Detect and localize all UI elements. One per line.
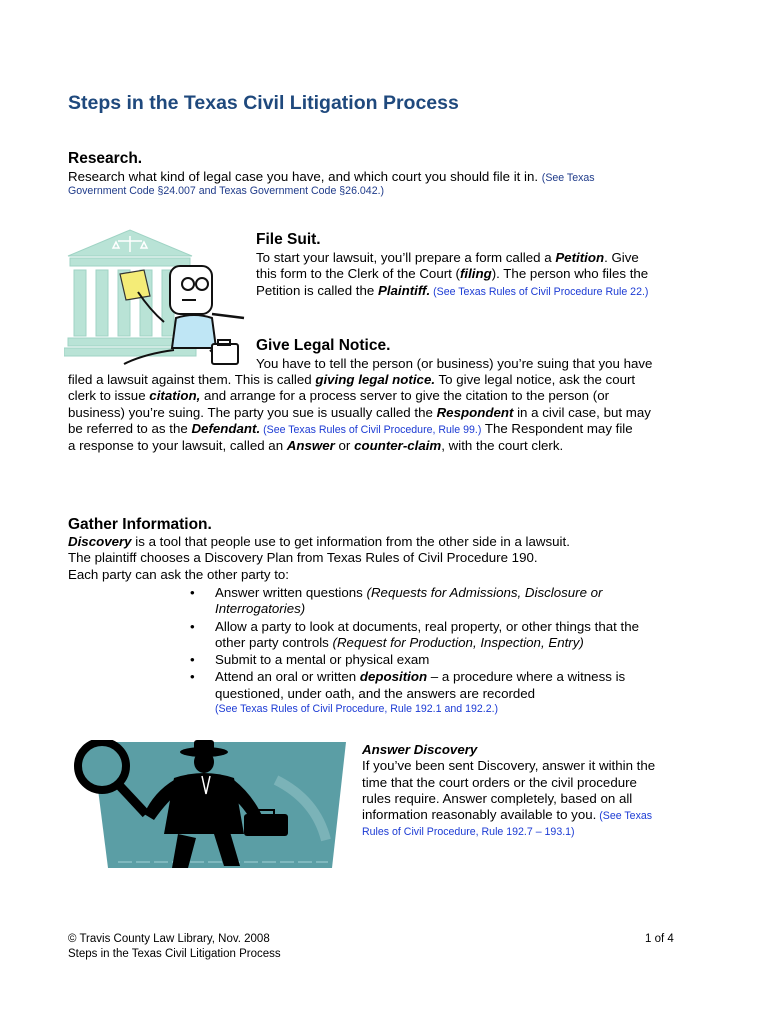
bullet-1-b: (Requests for Admissions, Disclosure or: [366, 585, 603, 600]
notice-l3-a: clerk to issue: [68, 388, 150, 404]
bullet-2-a: • Allow a party to look at documents, real property, or other things that the: [215, 618, 640, 634]
notice-l4-a: business) you’re suing. The party you sue is usually called the: [68, 404, 437, 420]
file-suit-cite: (See Texas Rules of Civil Procedure Rule 22.): [430, 285, 649, 298]
bullet-4-d: questioned, under oath, and the answers are recorded: [215, 685, 536, 701]
page-number: 1 of 4: [645, 933, 674, 945]
courthouse-runner-clipart: [64, 226, 248, 376]
notice-l5-a: be referred to as the: [68, 420, 192, 436]
answer-cite-b: Rules of Civil Procedure, Rule 192.7 – 193.1): [362, 826, 575, 839]
answer-line-2: time that the court orders or the civil procedure: [362, 774, 637, 790]
gather-l1-b: is a tool that people use to get information from the other side in a lawsuit.: [131, 534, 570, 549]
bullet-2-b: other party controls: [215, 634, 333, 650]
research-cite-b: Government Code §24.007 and Texas Government Code §26.042.): [68, 185, 385, 197]
notice-line-6: [68, 438, 651, 454]
file-suit-body: [256, 250, 648, 300]
bullet-1-c: Interrogatories): [215, 601, 306, 617]
page-title: Steps in the Texas Civil Litigation Process: [68, 92, 459, 114]
citation-term: citation,: [149, 388, 201, 404]
notice-l4-c: in a civil case, but may: [513, 404, 651, 420]
notice-line-5: [68, 421, 651, 438]
legal-notice-term: giving legal notice.: [315, 372, 436, 387]
notice-line-4: [68, 405, 651, 421]
research-cite-a: (See Texas: [541, 172, 595, 184]
file-suit-line-3: [256, 283, 648, 300]
bullet-4-a: Attend an oral or written: [215, 669, 360, 685]
counter-claim-term: counter-claim: [354, 438, 442, 454]
notice-body: [68, 372, 651, 454]
answer-block: [362, 742, 655, 841]
list-item: [190, 652, 670, 668]
notice-l6-a: a response to your lawsuit, called an: [68, 438, 287, 454]
answer-heading: Answer Discovery: [362, 742, 478, 757]
notice-l5-c: The Respondent may file: [481, 420, 633, 436]
footer-doc-title: Steps in the Texas Civil Litigation Process: [68, 948, 281, 960]
detective-magnifier-clipart: [66, 740, 352, 872]
gather-line-2: The plaintiff chooses a Discovery Plan from Texas Rules of Civil Procedure 190.: [68, 550, 538, 566]
notice-l3-c: and arrange for a process server to give the citation to the person (or: [200, 388, 610, 404]
file-suit-l2-a: this form to the Clerk of the Court (: [256, 266, 460, 282]
file-suit-line-1: [256, 250, 648, 266]
bullet-1-a: Answer written questions: [215, 585, 367, 600]
notice-l2-a: filed a lawsuit against them. This is called: [68, 372, 316, 387]
answer-term: Answer: [286, 438, 335, 454]
plaintiff-term: Plaintiff.: [377, 282, 431, 298]
notice-l6-e: , with the court clerk.: [441, 438, 564, 454]
notice-cite: (See Texas Rules of Civil Procedure, Rule 99.): [260, 423, 482, 436]
gather-cite: (See Texas Rules of Civil Procedure, Rule 192.1 and 192.2.): [215, 703, 499, 715]
file-suit-line-2: [256, 266, 648, 282]
gather-list: [190, 585, 670, 702]
petition-term: Petition: [555, 250, 605, 265]
gather-line-3: Each party can ask the other party to:: [68, 566, 289, 582]
gather-body: [68, 534, 570, 583]
deposition-term: deposition: [359, 669, 428, 685]
gather-line-1: [68, 534, 570, 550]
bullet-3: • Submit to a mental or physical exam: [215, 652, 430, 668]
notice-line-2: [68, 372, 651, 388]
file-suit-heading: File Suit.: [256, 231, 321, 248]
file-suit-l3-a: Petition is called the: [256, 282, 378, 298]
bullet-4-c: – a procedure where a witness is: [427, 669, 626, 685]
list-item: [190, 619, 670, 652]
defendant-term: Defendant.: [191, 420, 261, 436]
footer-copyright: © Travis County Law Library, Nov. 2008: [68, 933, 270, 945]
gather-heading: Gather Information.: [68, 516, 212, 533]
respondent-term: Respondent: [436, 404, 514, 420]
list-item: [190, 585, 670, 618]
research-text: [68, 169, 595, 186]
notice-heading: Give Legal Notice.: [256, 337, 391, 354]
notice-line-1: You have to tell the person (or business) you’re suing that you have: [256, 356, 653, 371]
file-suit-l1-a: To start your lawsuit, you’ll prepare a form called a: [256, 250, 556, 265]
notice-line-3: [68, 388, 651, 404]
file-suit-l1-c: . Give: [604, 250, 639, 265]
research-heading: Research.: [68, 150, 143, 167]
answer-cite-a: (See Texas: [596, 810, 653, 823]
answer-line-4: information reasonably available to you.: [362, 807, 597, 823]
list-item: [190, 669, 670, 702]
bullet-2-c: (Request for Production, Inspection, Entry): [332, 634, 584, 650]
answer-line-3: rules require. Answer completely, based on all: [362, 790, 633, 806]
notice-l2-c: To give legal notice, ask the court: [435, 372, 636, 387]
footer: [68, 932, 281, 962]
filing-term: filing: [459, 266, 492, 282]
file-suit-l2-c: ). The person who files the: [491, 266, 649, 282]
answer-line-1: If you’ve been sent Discovery, answer it within the: [362, 758, 656, 774]
notice-l6-c: or: [334, 438, 355, 454]
research-body: Research what kind of legal case you have, and which court you should file it in.: [68, 169, 539, 184]
discovery-term: Discovery: [68, 534, 132, 549]
